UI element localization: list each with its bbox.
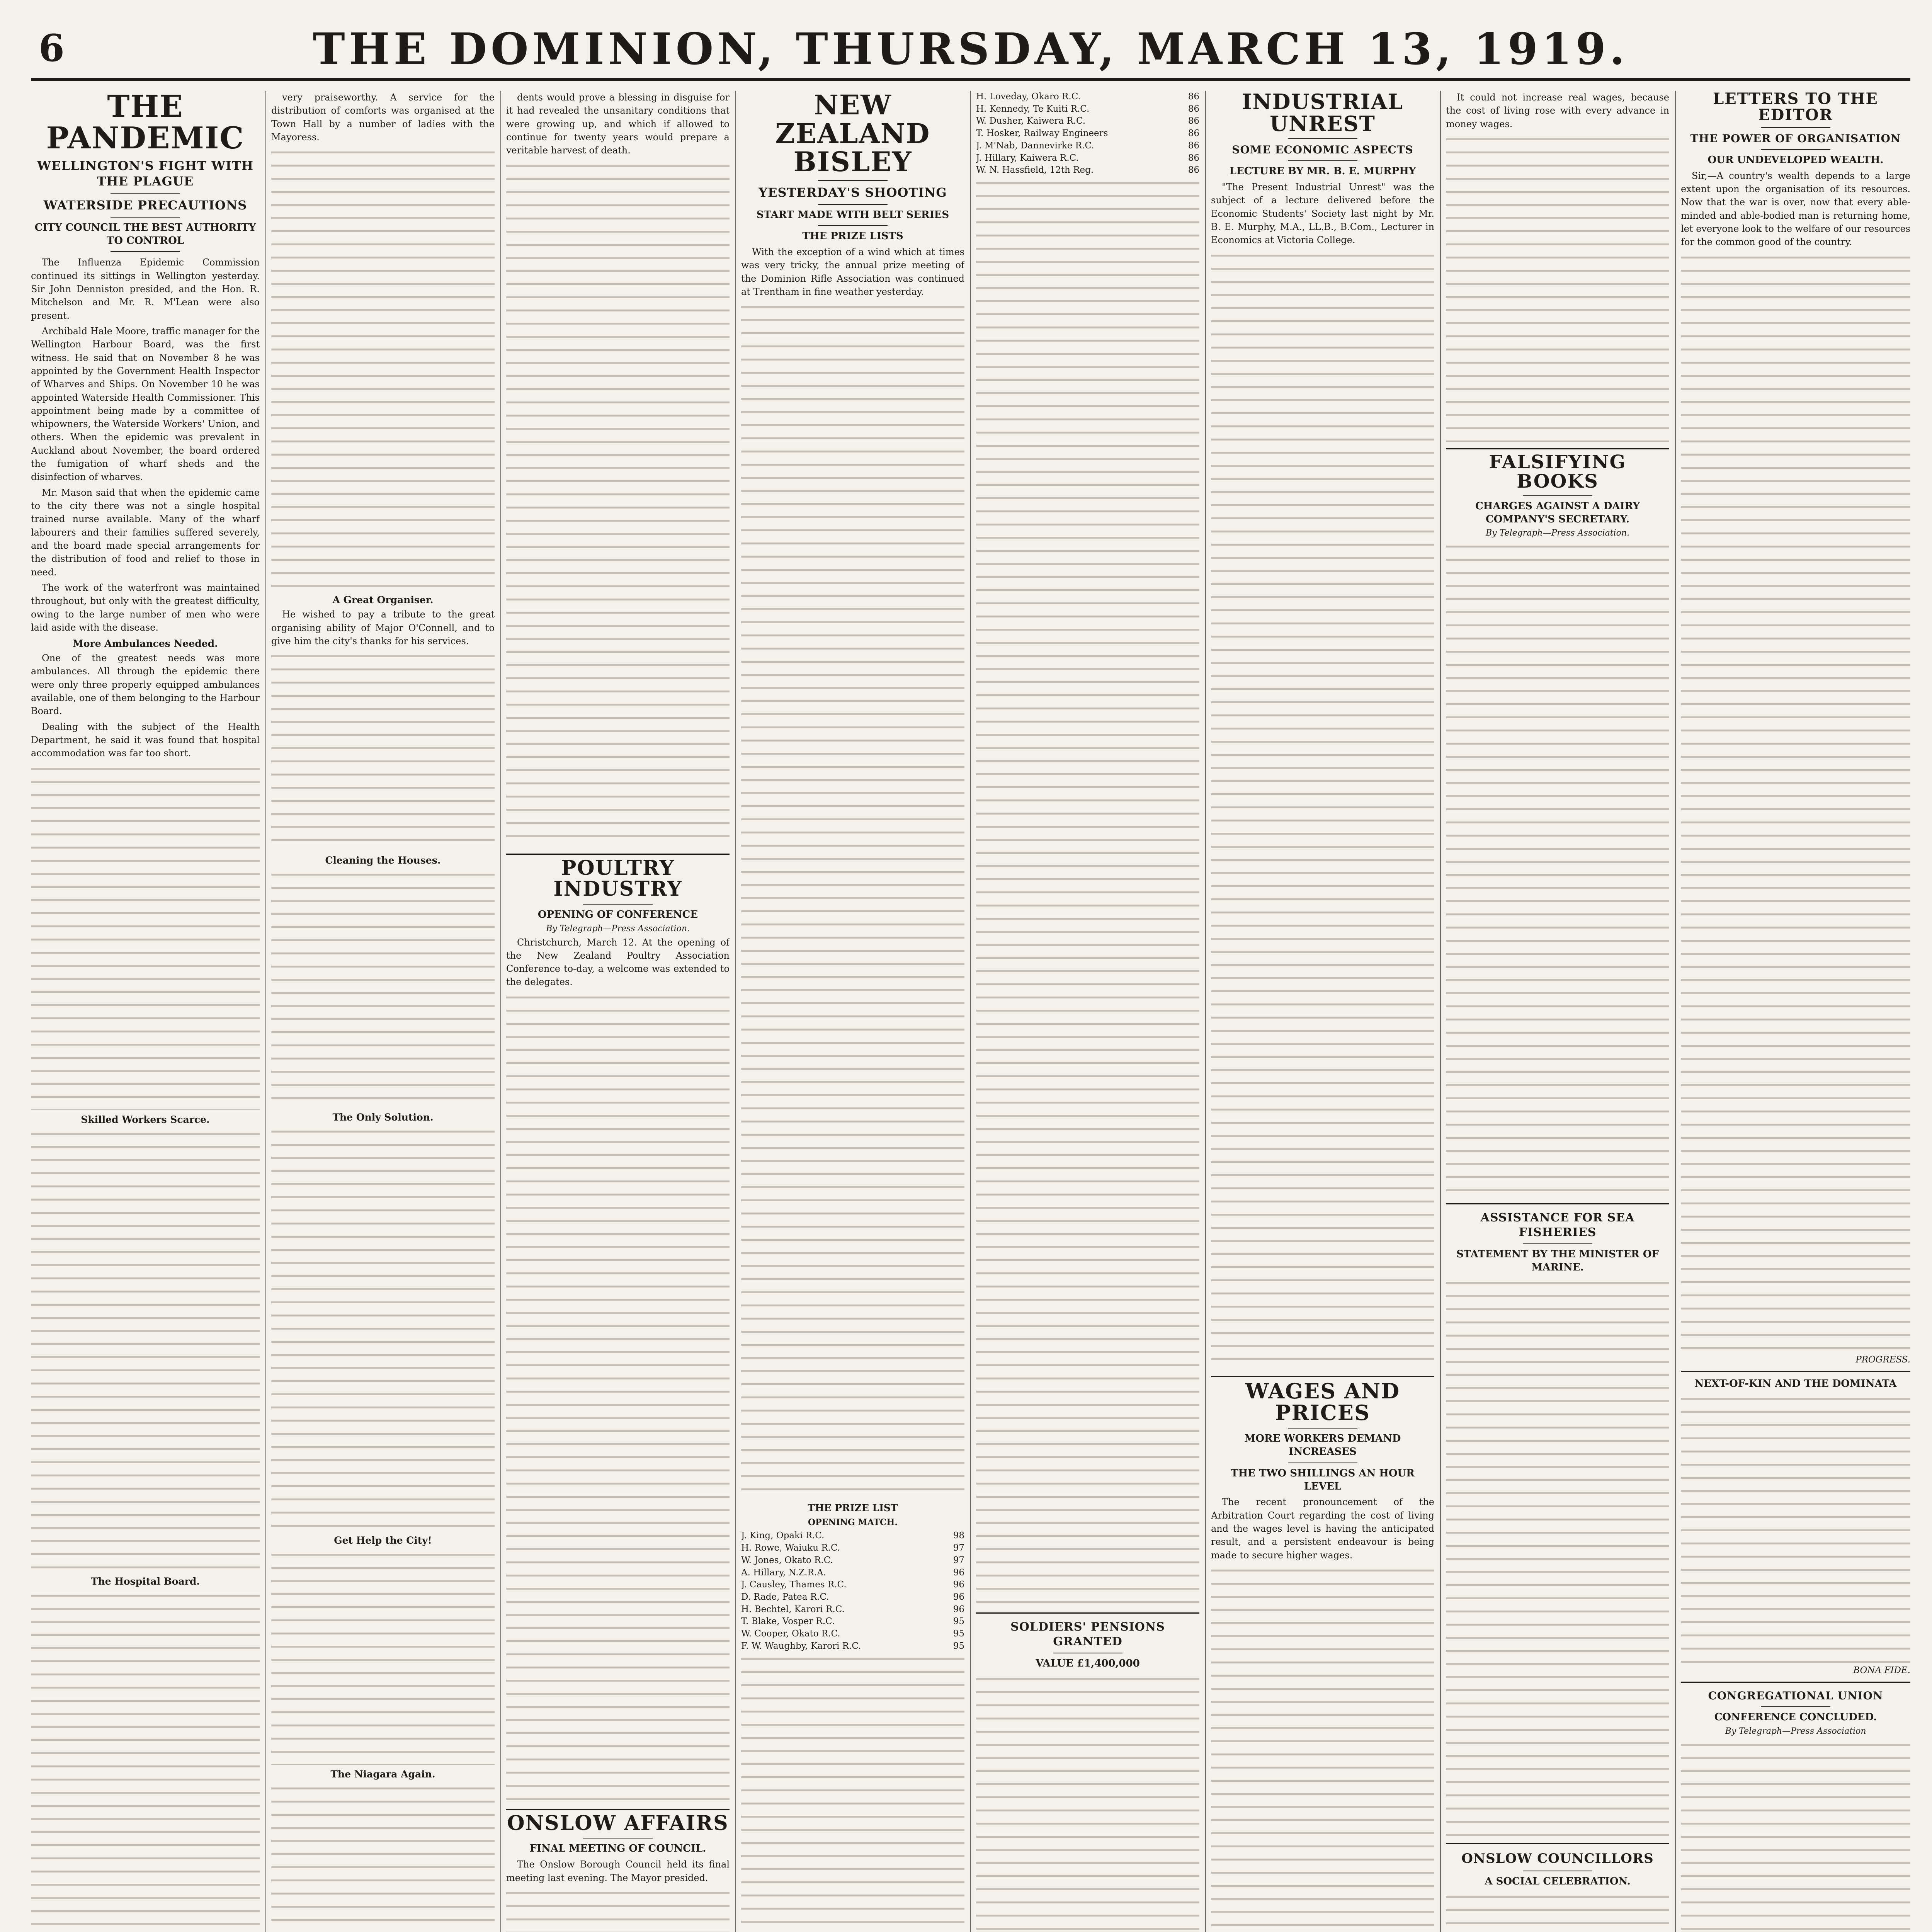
subheading: The Only Solution. xyxy=(332,1112,434,1123)
byline: By Telegraph—Press Association. xyxy=(1486,528,1629,538)
deck: THE TWO SHILLINGS AN HOUR LEVEL xyxy=(1231,1467,1415,1492)
deck: YESTERDAY'S SHOOTING xyxy=(759,185,947,200)
article-headline: POULTRY INDUSTRY xyxy=(553,856,682,901)
column-5 xyxy=(976,91,1199,1932)
column-8 xyxy=(1681,91,1910,1932)
text-block-unreadable xyxy=(31,1589,260,1932)
article-onslow-affairs xyxy=(506,1809,730,1932)
article-headline: NEXT-OF-KIN AND THE DOMINATA xyxy=(1694,1378,1897,1389)
article-headline: ONSLOW COUNCILLORS xyxy=(1461,1850,1654,1866)
table-row: H. Bechtel, Karori R.C. 96 xyxy=(741,1604,964,1614)
text-block-unreadable xyxy=(506,1887,730,1932)
paragraph: very praiseworthy. A service for the distribution of comforts was organised at the Town Hall by a number of ladies with the Mayoress. xyxy=(271,92,495,143)
paragraph: dents would prove a blessing in disguise for it had revealed the unsanitary conditions that were growing up, and which if allowed to continue for twenty years would prepare a veritable harvest of death. xyxy=(506,92,730,156)
deck: CHARGES AGAINST A DAIRY COMPANY'S SECRETARY. xyxy=(1475,500,1640,525)
text-block-unreadable xyxy=(976,1673,1199,1932)
text-block-unreadable xyxy=(1446,540,1669,1197)
column-separator xyxy=(500,91,501,1932)
column-separator xyxy=(1205,91,1206,1932)
paragraph: The work of the waterfront was maintained throughout, but only with the greatest difficulty, owing to the large number of men who were laid aside with the disease. xyxy=(31,582,260,633)
column-separator xyxy=(1440,91,1441,1932)
deck: THE PRIZE LISTS xyxy=(802,230,903,242)
subheading: Cleaning the Houses. xyxy=(325,855,441,866)
paragraph: The Influenza Epidemic Commission continued its sittings in Wellington yesterday. Sir John Denniston presided, and the Hon. R. Mitchelson and Mr. R. M'Lean were also present. xyxy=(31,257,260,321)
table-row: J. Causley, Thames R.C. 96 xyxy=(741,1580,964,1590)
deck: STATEMENT BY THE MINISTER OF MARINE. xyxy=(1456,1248,1659,1274)
text-block-unreadable xyxy=(1446,133,1669,442)
text-block-unreadable xyxy=(741,301,964,1498)
score-table xyxy=(976,91,1199,177)
divider xyxy=(1761,1706,1830,1707)
deck: SOME ECONOMIC ASPECTS xyxy=(1232,143,1413,156)
newspaper-page xyxy=(31,19,1910,1932)
column-3 xyxy=(506,91,730,1932)
text-block-unreadable xyxy=(271,868,495,1108)
deck: VALUE £1,400,000 xyxy=(1036,1658,1140,1670)
text-block-unreadable xyxy=(1681,1738,1910,1932)
text-block-unreadable xyxy=(976,177,1199,1606)
score-table xyxy=(741,1530,964,1652)
paragraph: Mr. Mason said that when the epidemic came to the city there was not a single hospital trained nurse available. Many of the wharf labourers and their families suffered severely, and the board made special arrangements for the distribution of food and relief to those in need. xyxy=(31,487,260,578)
masthead-rule xyxy=(31,78,1910,81)
letter-signoff: PROGRESS. xyxy=(1855,1354,1910,1365)
divider xyxy=(1761,149,1830,150)
divider xyxy=(818,204,888,205)
paragraph: "The Present Industrial Unrest" was the subject of a lecture delivered before the Economic Students' Society last night by Mr. B. E. Murphy, M.A., LL.B., B.Com., Lecturer in Economics at Victoria College. xyxy=(1211,182,1434,246)
table-row: A. Hillary, N.Z.R.A. 96 xyxy=(741,1567,964,1578)
text-block-unreadable xyxy=(506,160,730,847)
article-headline-industrial-unrest: INDUSTRIAL UNREST xyxy=(1242,91,1403,136)
paragraph: The recent pronouncement of the Arbitration Court regarding the cost of living and the wages level is having the anticipated result, and a persistent endeavour is being made to secure higher wages. xyxy=(1211,1497,1434,1561)
deck: OPENING OF CONFERENCE xyxy=(537,908,698,920)
text-block-unreadable xyxy=(271,146,495,590)
table-row: H. Kennedy, Te Kuiti R.C. 86 xyxy=(976,104,1199,114)
article-poultry xyxy=(506,854,730,1803)
text-block-unreadable xyxy=(741,1653,964,1932)
text-block-unreadable xyxy=(1211,1564,1434,1932)
article-headline: FALSIFYING BOOKS xyxy=(1489,451,1626,493)
text-block-unreadable xyxy=(1211,249,1434,1370)
divider xyxy=(818,225,888,226)
table-row: T. Hosker, Railway Engineers 86 xyxy=(976,128,1199,139)
deck: CITY COUNCIL THE BEST AUTHORITY TO CONTROL xyxy=(34,221,256,247)
table-row: J. King, Opaki R.C. 98 xyxy=(741,1531,964,1541)
table-row: W. Cooper, Okato R.C. 95 xyxy=(741,1629,964,1639)
table-row: W. N. Hassfield, 12th Reg. 86 xyxy=(976,165,1199,175)
section-headline-letters: LETTERS TO THE EDITOR xyxy=(1713,91,1878,124)
column-2 xyxy=(271,91,495,1932)
paragraph: With the exception of a wind which at times was very tricky, the annual prize meeting of the Dominion Rifle Association was continued at Trentham in fine weather yesterday. xyxy=(741,247,964,298)
deck: OUR UNDEVELOPED WEALTH. xyxy=(1708,154,1884,166)
divider xyxy=(1523,495,1592,496)
article-onslow-councillors xyxy=(1446,1843,1669,1932)
table-row: D. Rade, Patea R.C. 96 xyxy=(741,1592,964,1602)
deck: LECTURE BY MR. B. E. MURPHY xyxy=(1229,165,1416,177)
article-soldiers-pensions xyxy=(976,1612,1199,1932)
column-1 xyxy=(31,91,260,1932)
article-headline: SOLDIERS' PENSIONS GRANTED xyxy=(1010,1620,1165,1648)
article-falsifying-books xyxy=(1446,448,1669,1197)
subheading: THE PRIZE LIST xyxy=(808,1502,898,1514)
article-headline: ASSISTANCE FOR SEA FISHERIES xyxy=(1480,1211,1635,1239)
text-block-unreadable xyxy=(1681,1393,1910,1663)
article-sea-fisheries xyxy=(1446,1203,1669,1837)
table-row: T. Blake, Vosper R.C. 95 xyxy=(741,1616,964,1627)
column-4 xyxy=(741,91,964,1932)
article-congregational-union xyxy=(1681,1682,1910,1932)
table-row: W. Jones, Okato R.C. 97 xyxy=(741,1555,964,1565)
deck: START MADE WITH BELT SERIES xyxy=(756,209,949,221)
column-7 xyxy=(1446,91,1669,1932)
paragraph: Christchurch, March 12. At the opening of the New Zealand Poultry Association Conference to-day, a welcome was extended to the delegates. xyxy=(506,937,730,988)
subheading: The Niagara Again. xyxy=(330,1769,435,1780)
divider xyxy=(111,193,180,194)
article-wages-prices xyxy=(1211,1376,1434,1932)
paragraph: Archibald Hale Moore, traffic manager for the Wellington Harbour Board, was the first witness. He said that on November 8 he was appointed by the Government Health Inspector of Wharves and Ships. On November 10 he was appointed Waterside Health Commissioner. This appointment being made by a committee of whipowners, the Waterside Workers' Union, and others. When the epidemic was prevalent in Auckland about November, the board ordered the fumigation of wharf sheds and the disinfection of wharves. xyxy=(31,325,260,483)
masthead xyxy=(31,19,1910,77)
subheading: Skilled Workers Scarce. xyxy=(81,1114,210,1125)
divider xyxy=(111,251,180,252)
table-row: J. Hillary, Kaiwera R.C. 86 xyxy=(976,153,1199,163)
column-separator xyxy=(735,91,736,1932)
letter-next-of-kin xyxy=(1681,1371,1910,1676)
subheading: Get Help the City! xyxy=(334,1535,432,1546)
subheading: OPENING MATCH. xyxy=(808,1517,898,1528)
text-block-unreadable xyxy=(271,1125,495,1531)
deck: FINAL MEETING OF COUNCIL. xyxy=(529,1843,706,1855)
column-separator xyxy=(1675,91,1676,1932)
divider xyxy=(1288,160,1357,161)
paragraph: Dealing with the subject of the Health Department, he said it was found that hospital accommodation was far too short. xyxy=(31,721,260,759)
subheading: A Great Organiser. xyxy=(332,594,434,606)
deck: WATERSIDE PRECAUTIONS xyxy=(43,197,247,213)
table-row: F. W. Waughby, Karori R.C. 95 xyxy=(741,1641,964,1651)
divider xyxy=(1288,1428,1357,1429)
deck: WELLINGTON'S FIGHT WITH THE PLAGUE xyxy=(37,158,253,189)
paragraph: Sir,—A country's wealth depends to a large extent upon the organisation of its resources. Now that the war is over, now that every able-minded and able-bodied man is returning home, let everyone look to the welfare of our resources for the common good of the country. xyxy=(1681,170,1910,248)
article-headline: THE POWER OF ORGANISATION xyxy=(1690,132,1901,145)
paragraph: It could not increase real wages, because the cost of living rose with every advance in money wages. xyxy=(1446,92,1669,129)
divider xyxy=(1761,127,1830,128)
article-headline-bisley: NEW ZEALAND BISLEY xyxy=(775,91,930,178)
deck: CONFERENCE CONCLUDED. xyxy=(1714,1711,1877,1723)
subheading: The Hospital Board. xyxy=(90,1575,200,1587)
divider xyxy=(583,904,653,905)
table-row: W. Dusher, Kaiwera R.C. 86 xyxy=(976,116,1199,126)
text-block-unreadable xyxy=(1446,1277,1669,1837)
deck: MORE WORKERS DEMAND INCREASES xyxy=(1244,1433,1401,1458)
paragraph: One of the greatest needs was more ambulances. All through the epidemic there were only three properly equipped ambulances available, one of them belonging to the Harbour Board. xyxy=(31,653,260,717)
article-headline-pandemic: THE PANDEMIC xyxy=(46,91,245,156)
text-block-unreadable xyxy=(31,762,260,1110)
paragraph: He wished to pay a tribute to the great organising ability of Major O'Connell, and to give him the city's thanks for his services. xyxy=(271,609,495,646)
table-row: J. M'Nab, Dannevirke R.C. 86 xyxy=(976,140,1199,151)
paragraph: The Onslow Borough Council held its final meeting last evening. The Mayor presided. xyxy=(506,1859,730,1883)
subheading: More Ambulances Needed. xyxy=(73,638,218,650)
divider xyxy=(111,217,180,218)
text-block-unreadable xyxy=(1446,1891,1669,1932)
text-block-unreadable xyxy=(1681,251,1910,1352)
deck: A SOCIAL CELEBRATION. xyxy=(1485,1876,1631,1888)
article-headline: ONSLOW AFFAIRS xyxy=(507,1811,729,1835)
column-separator xyxy=(970,91,971,1932)
page-number: 6 xyxy=(39,26,65,70)
byline: By Telegraph—Press Association xyxy=(1725,1726,1866,1736)
column-6 xyxy=(1211,91,1434,1932)
byline: By Telegraph—Press Association. xyxy=(546,923,690,934)
text-block-unreadable xyxy=(271,1548,495,1765)
letter-signoff: BONA FIDE. xyxy=(1853,1665,1910,1676)
text-block-unreadable xyxy=(31,1128,260,1572)
article-headline: CONGREGATIONAL UNION xyxy=(1708,1689,1883,1702)
divider xyxy=(818,180,888,181)
table-row: H. Loveday, Okaro R.C. 86 xyxy=(976,92,1199,102)
divider xyxy=(1523,1243,1592,1244)
text-block-unreadable xyxy=(506,991,730,1803)
text-block-unreadable xyxy=(271,650,495,851)
text-block-unreadable xyxy=(271,1782,495,1932)
newspaper-title: THE DOMINION, THURSDAY, MARCH 13, 1919. xyxy=(313,24,1629,75)
divider xyxy=(1288,138,1357,139)
article-headline: WAGES AND PRICES xyxy=(1245,1378,1400,1425)
column-separator xyxy=(265,91,266,1932)
table-row: H. Rowe, Waiuku R.C. 97 xyxy=(741,1543,964,1553)
